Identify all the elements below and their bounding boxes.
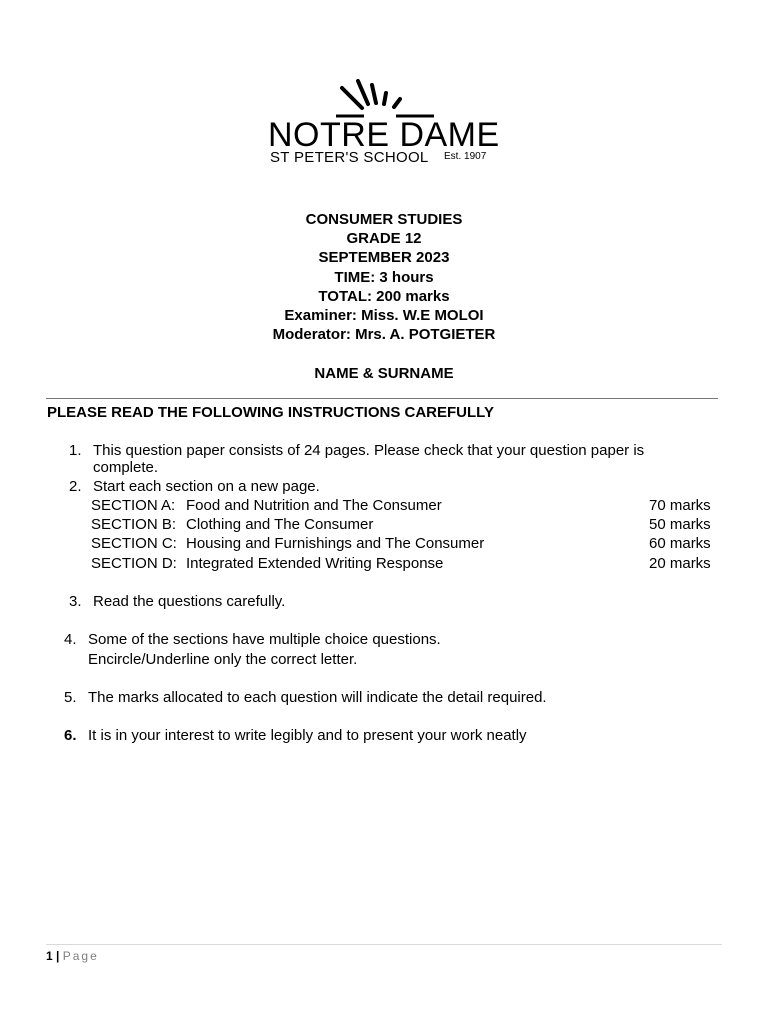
moderator: Moderator: Mrs. A. POTGIETER xyxy=(272,326,496,343)
school-logo xyxy=(266,76,502,172)
instructions-heading: PLEASE READ THE FOLLOWING INSTRUCTIONS CAREFULLY xyxy=(47,404,494,421)
instruction-text: Some of the sections have multiple choice questions. xyxy=(88,631,441,648)
item-number: 4. xyxy=(64,631,77,648)
section-title: Clothing and The Consumer xyxy=(186,516,374,533)
footer-separator: | xyxy=(56,949,60,963)
item-number: 2. xyxy=(69,478,82,495)
logo-title: NOTRE DAME xyxy=(268,116,500,154)
page-number: 1 xyxy=(46,949,53,963)
page-footer xyxy=(46,948,99,964)
instruction-text: The marks allocated to each question will indicate the detail required. xyxy=(88,689,547,706)
item-number: 5. xyxy=(64,689,77,706)
footer-divider xyxy=(46,944,722,945)
logo-subtitle: ST PETER'S SCHOOL xyxy=(270,149,429,166)
section-label: SECTION B: xyxy=(91,516,177,533)
section-title: Food and Nutrition and The Consumer xyxy=(186,497,442,514)
sunburst-rays-icon xyxy=(336,76,436,118)
exam-total: TOTAL: 200 marks xyxy=(318,288,450,305)
section-marks: 70 marks xyxy=(649,497,711,514)
instruction-text: This question paper consists of 24 pages. Please check that your question paper is xyxy=(93,442,645,459)
grade-label: GRADE 12 xyxy=(346,230,422,247)
section-marks: 20 marks xyxy=(649,555,711,572)
section-label: SECTION D: xyxy=(91,555,177,572)
logo-established: Est. 1907 xyxy=(444,151,487,162)
item-number: 3. xyxy=(69,593,82,610)
item-number: 6. xyxy=(64,727,77,744)
instruction-text: Start each section on a new page. xyxy=(93,478,320,495)
section-label: SECTION A: xyxy=(91,497,176,514)
name-surname-label: NAME & SURNAME xyxy=(314,365,454,382)
subject-title: CONSUMER STUDIES xyxy=(305,211,463,228)
exam-time: TIME: 3 hours xyxy=(334,269,434,286)
instruction-text: It is in your interest to write legibly and to present your work neatly xyxy=(88,727,527,744)
section-marks: 50 marks xyxy=(649,516,711,533)
item-number: 1. xyxy=(69,442,82,459)
divider xyxy=(46,398,718,399)
instruction-text: complete. xyxy=(93,459,159,476)
examiner: Examiner: Miss. W.E MOLOI xyxy=(284,307,484,324)
section-label: SECTION C: xyxy=(91,535,177,552)
instruction-text: Encircle/Underline only the correct letter. xyxy=(88,651,358,668)
section-marks: 60 marks xyxy=(649,535,711,552)
exam-date: SEPTEMBER 2023 xyxy=(318,249,450,266)
page-label: Page xyxy=(62,949,99,963)
section-title: Housing and Furnishings and The Consumer xyxy=(186,535,485,552)
section-title: Integrated Extended Writing Response xyxy=(186,555,444,572)
instruction-text: Read the questions carefully. xyxy=(93,593,286,610)
